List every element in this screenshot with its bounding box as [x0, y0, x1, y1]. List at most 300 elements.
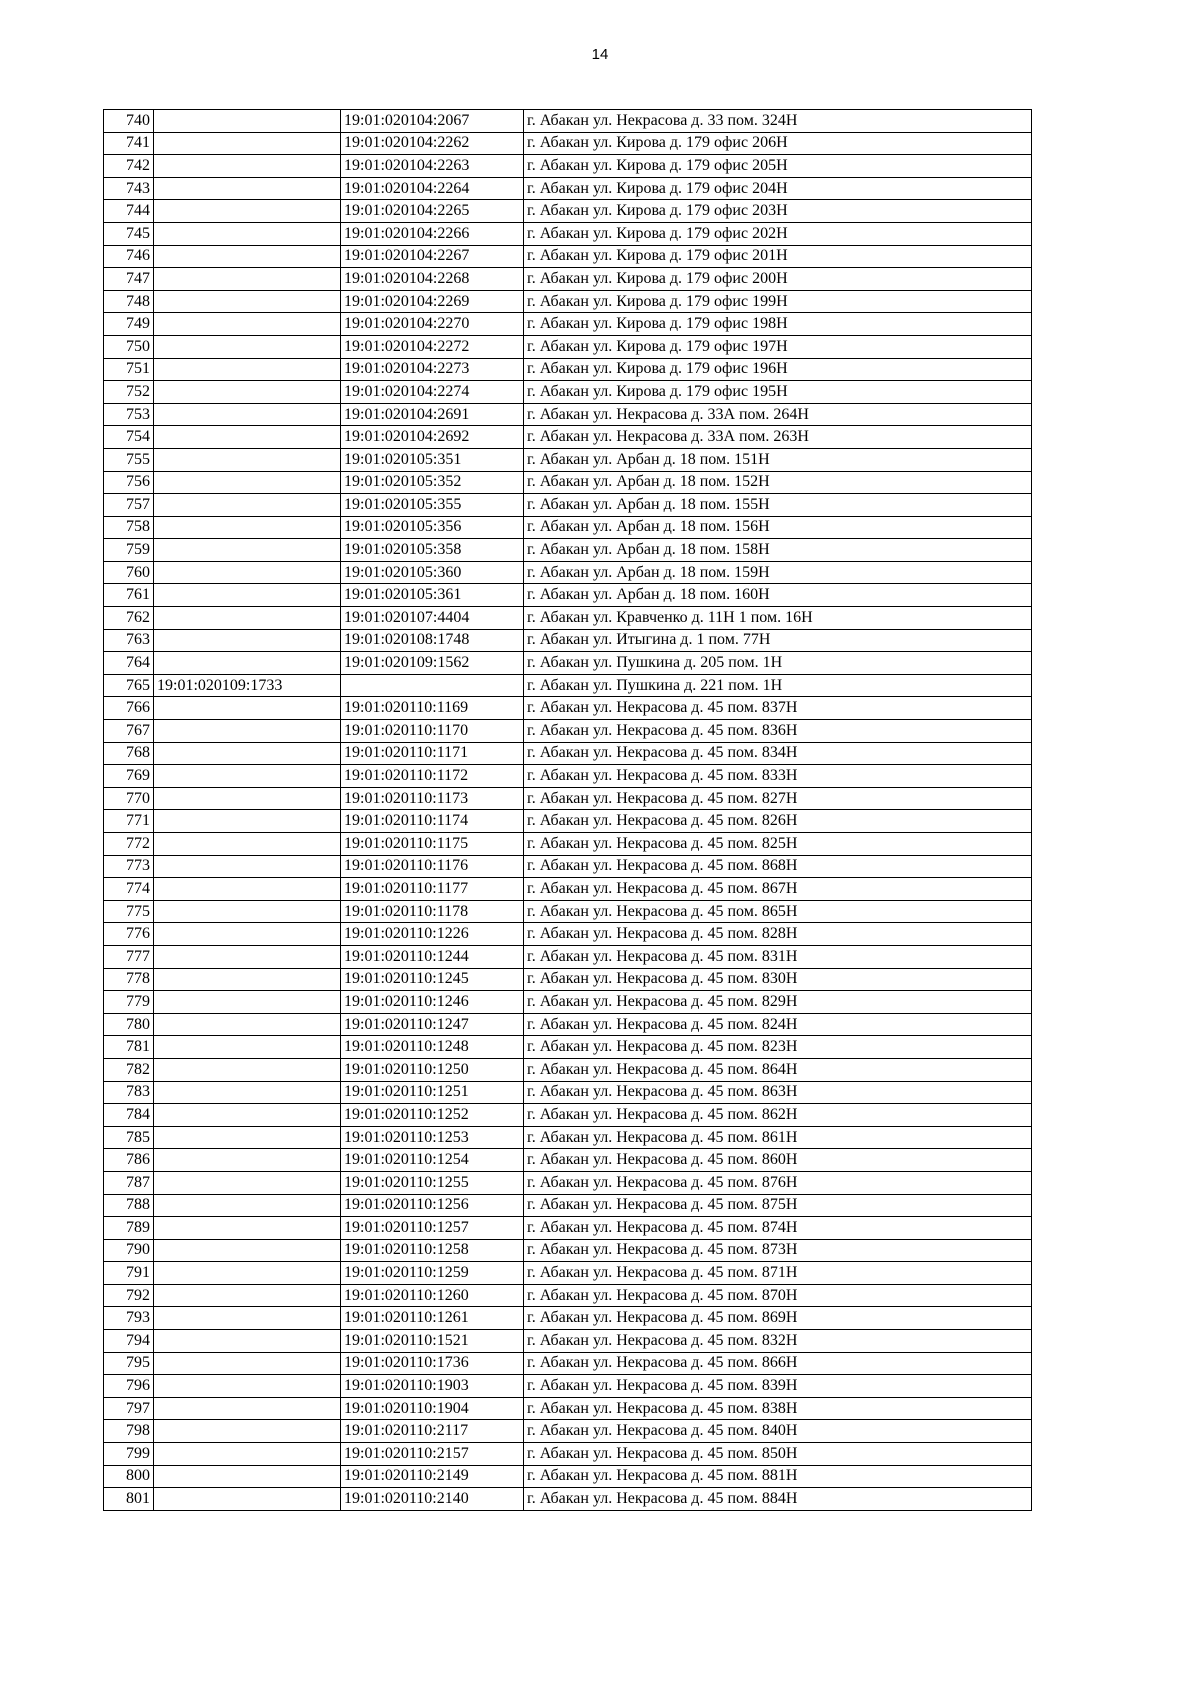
table-row	[104, 1352, 1032, 1375]
row-number-cell: 778	[104, 968, 154, 991]
row-number-cell: 784	[104, 1104, 154, 1127]
cadastral-number-col2-cell: 19:01:020110:1261	[341, 1307, 524, 1330]
cadastral-number-col2-cell: 19:01:020104:2268	[341, 268, 524, 291]
row-number-cell: 790	[104, 1239, 154, 1262]
table-row	[104, 358, 1032, 381]
cadastral-number-col1-cell	[154, 1284, 341, 1307]
cadastral-number-col2-cell: 19:01:020104:2274	[341, 381, 524, 404]
cadastral-number-col2-cell: 19:01:020110:1169	[341, 697, 524, 720]
address-cell: г. Абакан ул. Некрасова д. 45 пом. 874Н	[524, 1217, 1032, 1240]
cadastral-number-col1-cell	[154, 607, 341, 630]
cadastral-number-col1-cell	[154, 1104, 341, 1127]
cadastral-number-col1-cell	[154, 561, 341, 584]
row-number-cell: 750	[104, 335, 154, 358]
cadastral-number-col2-cell: 19:01:020104:2267	[341, 245, 524, 268]
address-cell: г. Абакан ул. Некрасова д. 33 пом. 324Н	[524, 110, 1032, 133]
table-row	[104, 810, 1032, 833]
address-cell: г. Абакан ул. Арбан д. 18 пом. 151Н	[524, 448, 1032, 471]
cadastral-number-col1-cell	[154, 1036, 341, 1059]
cadastral-number-col2-cell: 19:01:020104:2265	[341, 200, 524, 223]
table-row	[104, 1217, 1032, 1240]
row-number-cell: 755	[104, 448, 154, 471]
cadastral-number-col1-cell	[154, 539, 341, 562]
cadastral-number-col2-cell: 19:01:020104:2692	[341, 426, 524, 449]
cadastral-number-col2-cell: 19:01:020110:1173	[341, 787, 524, 810]
cadastral-number-col2-cell: 19:01:020110:1177	[341, 878, 524, 901]
address-cell: г. Абакан ул. Некрасова д. 45 пом. 870Н	[524, 1284, 1032, 1307]
address-cell: г. Абакан ул. Некрасова д. 45 пом. 840Н	[524, 1420, 1032, 1443]
row-number-cell: 775	[104, 900, 154, 923]
address-cell: г. Абакан ул. Арбан д. 18 пом. 156Н	[524, 516, 1032, 539]
table-row	[104, 607, 1032, 630]
cadastral-number-col2-cell: 19:01:020110:1260	[341, 1284, 524, 1307]
row-number-cell: 801	[104, 1488, 154, 1511]
table-row	[104, 1194, 1032, 1217]
cadastral-number-col2-cell: 19:01:020105:352	[341, 471, 524, 494]
table-row	[104, 335, 1032, 358]
row-number-cell: 783	[104, 1081, 154, 1104]
table-row	[104, 652, 1032, 675]
row-number-cell: 796	[104, 1375, 154, 1398]
row-number-cell: 748	[104, 290, 154, 313]
cadastral-number-col2-cell: 19:01:020105:355	[341, 494, 524, 517]
address-cell: г. Абакан ул. Некрасова д. 45 пом. 825Н	[524, 833, 1032, 856]
address-cell: г. Абакан ул. Арбан д. 18 пом. 160Н	[524, 584, 1032, 607]
table-row	[104, 155, 1032, 178]
address-cell: г. Абакан ул. Некрасова д. 45 пом. 830Н	[524, 968, 1032, 991]
row-number-cell: 745	[104, 222, 154, 245]
cadastral-number-col2-cell: 19:01:020105:358	[341, 539, 524, 562]
page-number: 14	[591, 46, 609, 63]
address-cell: г. Абакан ул. Некрасова д. 45 пом. 831Н	[524, 945, 1032, 968]
row-number-cell: 740	[104, 110, 154, 133]
row-number-cell: 800	[104, 1465, 154, 1488]
cadastral-number-col1-cell	[154, 1081, 341, 1104]
cadastral-number-col1-cell	[154, 110, 341, 133]
row-number-cell: 767	[104, 720, 154, 743]
row-number-cell: 757	[104, 494, 154, 517]
row-number-cell: 752	[104, 381, 154, 404]
table-row	[104, 222, 1032, 245]
cadastral-number-col2-cell: 19:01:020110:1172	[341, 765, 524, 788]
address-cell: г. Абакан ул. Некрасова д. 45 пом. 876Н	[524, 1171, 1032, 1194]
row-number-cell: 769	[104, 765, 154, 788]
cadastral-number-col2-cell: 19:01:020110:1259	[341, 1262, 524, 1285]
address-cell: г. Абакан ул. Арбан д. 18 пом. 158Н	[524, 539, 1032, 562]
table-row	[104, 290, 1032, 313]
cadastral-number-col2-cell: 19:01:020110:1247	[341, 1013, 524, 1036]
row-number-cell: 764	[104, 652, 154, 675]
cadastral-number-col1-cell	[154, 968, 341, 991]
address-cell: г. Абакан ул. Кравченко д. 11Н 1 пом. 16Н	[524, 607, 1032, 630]
cadastral-number-col1-cell	[154, 358, 341, 381]
cadastral-number-col2-cell: 19:01:020110:1244	[341, 945, 524, 968]
registry-table	[103, 109, 1032, 1511]
row-number-cell: 785	[104, 1126, 154, 1149]
table-row	[104, 674, 1032, 697]
cadastral-number-col1-cell	[154, 313, 341, 336]
cadastral-number-col2-cell: 19:01:020107:4404	[341, 607, 524, 630]
cadastral-number-col1-cell	[154, 381, 341, 404]
address-cell: г. Абакан ул. Кирова д. 179 офис 195Н	[524, 381, 1032, 404]
address-cell: г. Абакан ул. Кирова д. 179 офис 203Н	[524, 200, 1032, 223]
row-number-cell: 754	[104, 426, 154, 449]
row-number-cell: 777	[104, 945, 154, 968]
row-number-cell: 779	[104, 991, 154, 1014]
cadastral-number-col1-cell	[154, 1488, 341, 1511]
cadastral-number-col2-cell: 19:01:020104:2262	[341, 132, 524, 155]
cadastral-number-col2-cell: 19:01:020104:2273	[341, 358, 524, 381]
cadastral-number-col2-cell: 19:01:020110:1254	[341, 1149, 524, 1172]
row-number-cell: 758	[104, 516, 154, 539]
table-row	[104, 629, 1032, 652]
address-cell: г. Абакан ул. Арбан д. 18 пом. 159Н	[524, 561, 1032, 584]
row-number-cell: 787	[104, 1171, 154, 1194]
cadastral-number-col1-cell	[154, 1217, 341, 1240]
row-number-cell: 743	[104, 177, 154, 200]
table-row	[104, 1262, 1032, 1285]
row-number-cell: 793	[104, 1307, 154, 1330]
cadastral-number-col1-cell	[154, 1420, 341, 1443]
cadastral-number-col2-cell: 19:01:020104:2272	[341, 335, 524, 358]
row-number-cell: 770	[104, 787, 154, 810]
cadastral-number-col2-cell: 19:01:020105:351	[341, 448, 524, 471]
table-row	[104, 561, 1032, 584]
cadastral-number-col1-cell	[154, 878, 341, 901]
cadastral-number-col1-cell	[154, 991, 341, 1014]
cadastral-number-col1-cell	[154, 720, 341, 743]
cadastral-number-col1-cell	[154, 900, 341, 923]
table-row	[104, 1104, 1032, 1127]
table-row	[104, 968, 1032, 991]
cadastral-number-col2-cell: 19:01:020110:1903	[341, 1375, 524, 1398]
table-row	[104, 878, 1032, 901]
table-row	[104, 448, 1032, 471]
table-row	[104, 494, 1032, 517]
cadastral-number-col1-cell	[154, 222, 341, 245]
cadastral-number-col1-cell	[154, 426, 341, 449]
row-number-cell: 759	[104, 539, 154, 562]
cadastral-number-col1-cell	[154, 448, 341, 471]
address-cell: г. Абакан ул. Кирова д. 179 офис 198Н	[524, 313, 1032, 336]
cadastral-number-col2-cell: 19:01:020108:1748	[341, 629, 524, 652]
address-cell: г. Абакан ул. Кирова д. 179 офис 197Н	[524, 335, 1032, 358]
table-row	[104, 833, 1032, 856]
address-cell: г. Абакан ул. Некрасова д. 33А пом. 264Н	[524, 403, 1032, 426]
cadastral-number-col2-cell: 19:01:020105:356	[341, 516, 524, 539]
address-cell: г. Абакан ул. Пушкина д. 221 пом. 1Н	[524, 674, 1032, 697]
cadastral-number-col2-cell: 19:01:020110:1252	[341, 1104, 524, 1127]
cadastral-number-col1-cell	[154, 652, 341, 675]
cadastral-number-col2-cell	[341, 674, 524, 697]
cadastral-number-col1-cell	[154, 742, 341, 765]
cadastral-number-col1-cell	[154, 855, 341, 878]
address-cell: г. Абакан ул. Некрасова д. 45 пом. 862Н	[524, 1104, 1032, 1127]
address-cell: г. Абакан ул. Некрасова д. 33А пом. 263Н	[524, 426, 1032, 449]
row-number-cell: 772	[104, 833, 154, 856]
cadastral-number-col1-cell: 19:01:020109:1733	[154, 674, 341, 697]
cadastral-number-col2-cell: 19:01:020110:1521	[341, 1330, 524, 1353]
row-number-cell: 751	[104, 358, 154, 381]
address-cell: г. Абакан ул. Некрасова д. 45 пом. 884Н	[524, 1488, 1032, 1511]
cadastral-number-col2-cell: 19:01:020105:361	[341, 584, 524, 607]
cadastral-number-col2-cell: 19:01:020110:2140	[341, 1488, 524, 1511]
registry-table-body	[104, 110, 1032, 1511]
cadastral-number-col2-cell: 19:01:020110:1253	[341, 1126, 524, 1149]
address-cell: г. Абакан ул. Некрасова д. 45 пом. 869Н	[524, 1307, 1032, 1330]
table-row	[104, 1330, 1032, 1353]
cadastral-number-col1-cell	[154, 155, 341, 178]
cadastral-number-col2-cell: 19:01:020110:1248	[341, 1036, 524, 1059]
cadastral-number-col1-cell	[154, 1194, 341, 1217]
address-cell: г. Абакан ул. Некрасова д. 45 пом. 875Н	[524, 1194, 1032, 1217]
address-cell: г. Абакан ул. Кирова д. 179 офис 201Н	[524, 245, 1032, 268]
row-number-cell: 765	[104, 674, 154, 697]
cadastral-number-col1-cell	[154, 629, 341, 652]
cadastral-number-col2-cell: 19:01:020110:1178	[341, 900, 524, 923]
table-row	[104, 1149, 1032, 1172]
table-row	[104, 991, 1032, 1014]
table-row	[104, 1171, 1032, 1194]
table-row	[104, 787, 1032, 810]
table-row	[104, 697, 1032, 720]
row-number-cell: 762	[104, 607, 154, 630]
cadastral-number-col1-cell	[154, 200, 341, 223]
cadastral-number-col2-cell: 19:01:020104:2270	[341, 313, 524, 336]
cadastral-number-col2-cell: 19:01:020110:1170	[341, 720, 524, 743]
cadastral-number-col2-cell: 19:01:020104:2264	[341, 177, 524, 200]
address-cell: г. Абакан ул. Некрасова д. 45 пом. 866Н	[524, 1352, 1032, 1375]
cadastral-number-col1-cell	[154, 1465, 341, 1488]
table-row	[104, 132, 1032, 155]
address-cell: г. Абакан ул. Некрасова д. 45 пом. 861Н	[524, 1126, 1032, 1149]
table-row	[104, 268, 1032, 291]
cadastral-number-col2-cell: 19:01:020110:2149	[341, 1465, 524, 1488]
cadastral-number-col1-cell	[154, 1126, 341, 1149]
row-number-cell: 741	[104, 132, 154, 155]
table-row	[104, 855, 1032, 878]
cadastral-number-col1-cell	[154, 697, 341, 720]
table-row	[104, 1488, 1032, 1511]
address-cell: г. Абакан ул. Арбан д. 18 пом. 155Н	[524, 494, 1032, 517]
row-number-cell: 773	[104, 855, 154, 878]
cadastral-number-col1-cell	[154, 245, 341, 268]
cadastral-number-col1-cell	[154, 787, 341, 810]
cadastral-number-col1-cell	[154, 290, 341, 313]
address-cell: г. Абакан ул. Некрасова д. 45 пом. 824Н	[524, 1013, 1032, 1036]
row-number-cell: 780	[104, 1013, 154, 1036]
row-number-cell: 747	[104, 268, 154, 291]
row-number-cell: 799	[104, 1443, 154, 1466]
table-row	[104, 426, 1032, 449]
address-cell: г. Абакан ул. Арбан д. 18 пом. 152Н	[524, 471, 1032, 494]
table-row	[104, 923, 1032, 946]
row-number-cell: 742	[104, 155, 154, 178]
row-number-cell: 753	[104, 403, 154, 426]
row-number-cell: 771	[104, 810, 154, 833]
cadastral-number-col1-cell	[154, 1307, 341, 1330]
cadastral-number-col2-cell: 19:01:020110:1736	[341, 1352, 524, 1375]
row-number-cell: 760	[104, 561, 154, 584]
address-cell: г. Абакан ул. Некрасова д. 45 пом. 828Н	[524, 923, 1032, 946]
address-cell: г. Абакан ул. Некрасова д. 45 пом. 833Н	[524, 765, 1032, 788]
row-number-cell: 761	[104, 584, 154, 607]
table-row	[104, 1443, 1032, 1466]
cadastral-number-col2-cell: 19:01:020104:2691	[341, 403, 524, 426]
address-cell: г. Абакан ул. Некрасова д. 45 пом. 873Н	[524, 1239, 1032, 1262]
table-row	[104, 110, 1032, 133]
address-cell: г. Абакан ул. Некрасова д. 45 пом. 850Н	[524, 1443, 1032, 1466]
address-cell: г. Абакан ул. Некрасова д. 45 пом. 864Н	[524, 1058, 1032, 1081]
table-row	[104, 1239, 1032, 1262]
address-cell: г. Абакан ул. Некрасова д. 45 пом. 837Н	[524, 697, 1032, 720]
cadastral-number-col2-cell: 19:01:020110:1904	[341, 1397, 524, 1420]
address-cell: г. Абакан ул. Некрасова д. 45 пом. 868Н	[524, 855, 1032, 878]
cadastral-number-col1-cell	[154, 1239, 341, 1262]
row-number-cell: 798	[104, 1420, 154, 1443]
row-number-cell: 792	[104, 1284, 154, 1307]
cadastral-number-col1-cell	[154, 335, 341, 358]
table-row	[104, 584, 1032, 607]
cadastral-number-col2-cell: 19:01:020110:2157	[341, 1443, 524, 1466]
row-number-cell: 749	[104, 313, 154, 336]
table-row	[104, 313, 1032, 336]
row-number-cell: 794	[104, 1330, 154, 1353]
table-row	[104, 1465, 1032, 1488]
cadastral-number-col1-cell	[154, 1397, 341, 1420]
address-cell: г. Абакан ул. Кирова д. 179 офис 204Н	[524, 177, 1032, 200]
row-number-cell: 744	[104, 200, 154, 223]
table-row	[104, 471, 1032, 494]
row-number-cell: 789	[104, 1217, 154, 1240]
address-cell: г. Абакан ул. Кирова д. 179 офис 199Н	[524, 290, 1032, 313]
cadastral-number-col1-cell	[154, 765, 341, 788]
cadastral-number-col2-cell: 19:01:020110:1250	[341, 1058, 524, 1081]
table-row	[104, 1397, 1032, 1420]
cadastral-number-col1-cell	[154, 516, 341, 539]
row-number-cell: 774	[104, 878, 154, 901]
cadastral-number-col2-cell: 19:01:020110:2117	[341, 1420, 524, 1443]
address-cell: г. Абакан ул. Некрасова д. 45 пом. 827Н	[524, 787, 1032, 810]
cadastral-number-col2-cell: 19:01:020110:1256	[341, 1194, 524, 1217]
address-cell: г. Абакан ул. Некрасова д. 45 пом. 838Н	[524, 1397, 1032, 1420]
cadastral-number-col1-cell	[154, 1375, 341, 1398]
table-row	[104, 945, 1032, 968]
cadastral-number-col2-cell: 19:01:020110:1251	[341, 1081, 524, 1104]
cadastral-number-col2-cell: 19:01:020109:1562	[341, 652, 524, 675]
cadastral-number-col1-cell	[154, 268, 341, 291]
address-cell: г. Абакан ул. Кирова д. 179 офис 200Н	[524, 268, 1032, 291]
address-cell: г. Абакан ул. Некрасова д. 45 пом. 826Н	[524, 810, 1032, 833]
row-number-cell: 797	[104, 1397, 154, 1420]
row-number-cell: 746	[104, 245, 154, 268]
address-cell: г. Абакан ул. Кирова д. 179 офис 206Н	[524, 132, 1032, 155]
cadastral-number-col2-cell: 19:01:020110:1174	[341, 810, 524, 833]
table-row	[104, 381, 1032, 404]
cadastral-number-col2-cell: 19:01:020104:2263	[341, 155, 524, 178]
table-row	[104, 245, 1032, 268]
cadastral-number-col2-cell: 19:01:020110:1226	[341, 923, 524, 946]
cadastral-number-col1-cell	[154, 1443, 341, 1466]
table-row	[104, 516, 1032, 539]
cadastral-number-col2-cell: 19:01:020110:1171	[341, 742, 524, 765]
cadastral-number-col2-cell: 19:01:020110:1246	[341, 991, 524, 1014]
table-row	[104, 1284, 1032, 1307]
address-cell: г. Абакан ул. Некрасова д. 45 пом. 871Н	[524, 1262, 1032, 1285]
address-cell: г. Абакан ул. Некрасова д. 45 пом. 839Н	[524, 1375, 1032, 1398]
cadastral-number-col1-cell	[154, 945, 341, 968]
cadastral-number-col1-cell	[154, 1330, 341, 1353]
row-number-cell: 795	[104, 1352, 154, 1375]
table-row	[104, 1375, 1032, 1398]
cadastral-number-col1-cell	[154, 471, 341, 494]
cadastral-number-col1-cell	[154, 494, 341, 517]
table-row	[104, 1420, 1032, 1443]
cadastral-number-col2-cell: 19:01:020110:1176	[341, 855, 524, 878]
address-cell: г. Абакан ул. Некрасова д. 45 пом. 823Н	[524, 1036, 1032, 1059]
address-cell: г. Абакан ул. Итыгина д. 1 пом. 77Н	[524, 629, 1032, 652]
cadastral-number-col2-cell: 19:01:020110:1257	[341, 1217, 524, 1240]
table-row	[104, 403, 1032, 426]
address-cell: г. Абакан ул. Некрасова д. 45 пом. 836Н	[524, 720, 1032, 743]
address-cell: г. Абакан ул. Некрасова д. 45 пом. 829Н	[524, 991, 1032, 1014]
row-number-cell: 768	[104, 742, 154, 765]
cadastral-number-col1-cell	[154, 403, 341, 426]
table-row	[104, 1036, 1032, 1059]
table-row	[104, 200, 1032, 223]
cadastral-number-col2-cell: 19:01:020104:2266	[341, 222, 524, 245]
address-cell: г. Абакан ул. Некрасова д. 45 пом. 834Н	[524, 742, 1032, 765]
row-number-cell: 756	[104, 471, 154, 494]
address-cell: г. Абакан ул. Пушкина д. 205 пом. 1Н	[524, 652, 1032, 675]
cadastral-number-col1-cell	[154, 1352, 341, 1375]
address-cell: г. Абакан ул. Кирова д. 179 офис 202Н	[524, 222, 1032, 245]
address-cell: г. Абакан ул. Некрасова д. 45 пом. 867Н	[524, 878, 1032, 901]
cadastral-number-col2-cell: 19:01:020110:1245	[341, 968, 524, 991]
row-number-cell: 788	[104, 1194, 154, 1217]
cadastral-number-col2-cell: 19:01:020104:2067	[341, 110, 524, 133]
address-cell: г. Абакан ул. Некрасова д. 45 пом. 881Н	[524, 1465, 1032, 1488]
cadastral-number-col2-cell: 19:01:020105:360	[341, 561, 524, 584]
table-row	[104, 900, 1032, 923]
cadastral-number-col1-cell	[154, 177, 341, 200]
cadastral-number-col1-cell	[154, 1013, 341, 1036]
table-row	[104, 1013, 1032, 1036]
row-number-cell: 776	[104, 923, 154, 946]
cadastral-number-col1-cell	[154, 1262, 341, 1285]
cadastral-number-col1-cell	[154, 132, 341, 155]
table-row	[104, 539, 1032, 562]
cadastral-number-col2-cell: 19:01:020110:1258	[341, 1239, 524, 1262]
table-row	[104, 720, 1032, 743]
cadastral-number-col1-cell	[154, 1149, 341, 1172]
address-cell: г. Абакан ул. Некрасова д. 45 пом. 832Н	[524, 1330, 1032, 1353]
row-number-cell: 766	[104, 697, 154, 720]
table-row	[104, 177, 1032, 200]
cadastral-number-col1-cell	[154, 1058, 341, 1081]
row-number-cell: 791	[104, 1262, 154, 1285]
cadastral-number-col1-cell	[154, 810, 341, 833]
address-cell: г. Абакан ул. Некрасова д. 45 пом. 860Н	[524, 1149, 1032, 1172]
row-number-cell: 782	[104, 1058, 154, 1081]
row-number-cell: 781	[104, 1036, 154, 1059]
table-row	[104, 1058, 1032, 1081]
table-row	[104, 1126, 1032, 1149]
cadastral-number-col2-cell: 19:01:020110:1255	[341, 1171, 524, 1194]
row-number-cell: 763	[104, 629, 154, 652]
address-cell: г. Абакан ул. Некрасова д. 45 пом. 865Н	[524, 900, 1032, 923]
row-number-cell: 786	[104, 1149, 154, 1172]
